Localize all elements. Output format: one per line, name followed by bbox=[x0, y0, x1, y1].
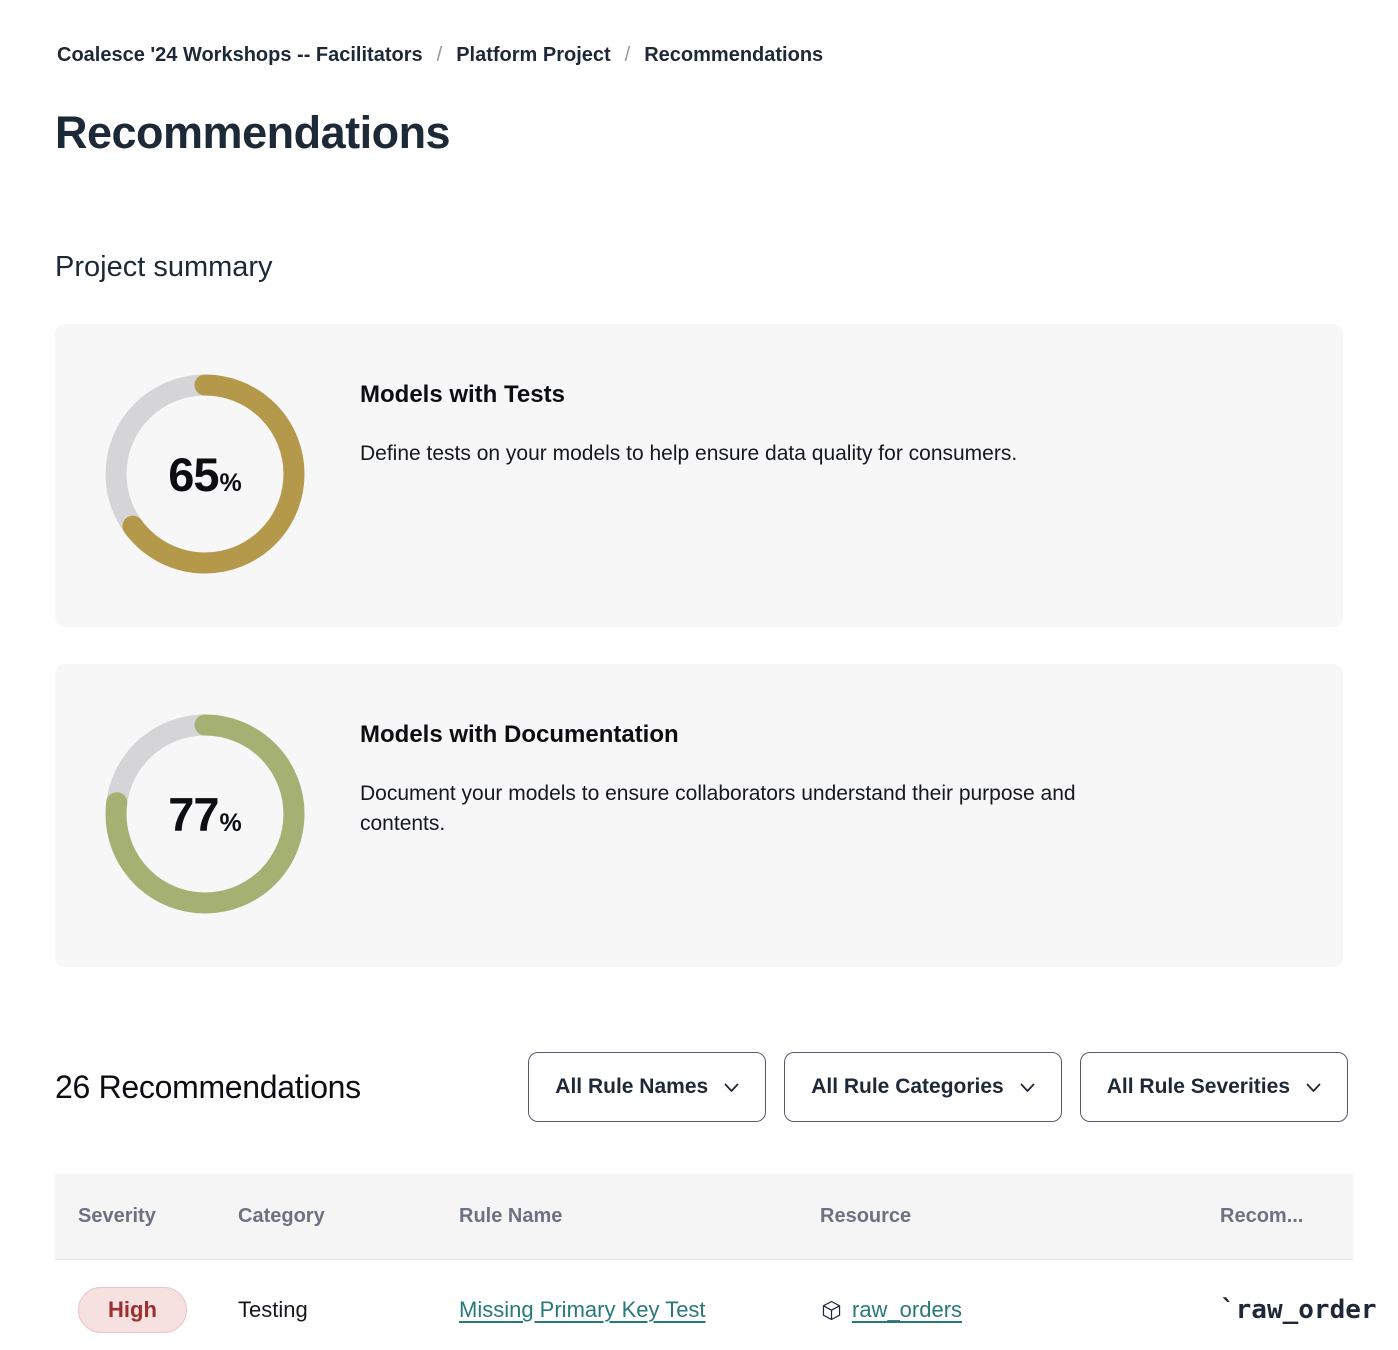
column-header-severity: Severity bbox=[78, 1205, 156, 1227]
documentation-donut-chart bbox=[105, 714, 305, 914]
chevron-down-icon bbox=[1020, 1083, 1035, 1093]
card-text bbox=[360, 381, 1017, 469]
resource-link[interactable]: raw_orders bbox=[852, 1297, 963, 1322]
rule-name-cell bbox=[436, 1297, 797, 1323]
column-header-rule-name: Rule Name bbox=[459, 1205, 563, 1227]
category-cell: Testing bbox=[238, 1297, 308, 1322]
card-description: Document your models to ensure collaborators understand their purpose and contents. bbox=[360, 782, 1076, 835]
breadcrumb bbox=[55, 44, 1343, 67]
recommendations-table bbox=[55, 1174, 1377, 1350]
column-header-recommendation: Recom... bbox=[1220, 1205, 1304, 1227]
recommendations-toolbar bbox=[55, 1052, 1348, 1122]
chevron-down-icon bbox=[724, 1083, 739, 1093]
table-row bbox=[55, 1260, 1377, 1350]
column-header-resource: Resource bbox=[820, 1205, 912, 1227]
filter-rule-severities-dropdown[interactable] bbox=[1080, 1052, 1348, 1122]
model-cube-icon bbox=[820, 1299, 843, 1322]
tests-donut-chart bbox=[105, 374, 305, 574]
summary-card-models-with-documentation bbox=[55, 664, 1343, 967]
breadcrumb-item-account[interactable]: Coalesce '24 Workshops -- Facilitators bbox=[57, 44, 423, 66]
recommendation-code: `raw_order bbox=[1220, 1295, 1377, 1325]
filter-label: All Rule Names bbox=[555, 1075, 709, 1098]
donut-percent-label bbox=[105, 374, 305, 574]
breadcrumb-separator: / bbox=[436, 44, 443, 66]
filter-label: All Rule Severities bbox=[1106, 1075, 1290, 1098]
card-title: Models with Tests bbox=[360, 381, 565, 408]
percent-sign: % bbox=[219, 808, 242, 837]
filter-rule-names-dropdown[interactable] bbox=[528, 1052, 766, 1122]
filter-label: All Rule Categories bbox=[811, 1075, 1004, 1098]
summary-card-models-with-tests bbox=[55, 324, 1343, 627]
recommendation-cell bbox=[1197, 1295, 1377, 1325]
filter-rule-categories-dropdown[interactable] bbox=[784, 1052, 1062, 1122]
project-summary-heading: Project summary bbox=[55, 251, 273, 283]
card-title: Models with Documentation bbox=[360, 721, 679, 748]
breadcrumb-item-project[interactable]: Platform Project bbox=[456, 44, 611, 66]
breadcrumb-separator: / bbox=[624, 44, 631, 66]
percent-value: 65 bbox=[168, 447, 219, 501]
chevron-down-icon bbox=[1306, 1083, 1321, 1093]
table-header-row bbox=[55, 1174, 1353, 1260]
severity-badge-high: High bbox=[78, 1287, 187, 1333]
percent-sign: % bbox=[219, 468, 242, 497]
percent-value: 77 bbox=[168, 787, 219, 841]
rule-name-link[interactable]: Missing Primary Key Test bbox=[459, 1297, 706, 1322]
page-title: Recommendations bbox=[55, 107, 451, 158]
card-description: Define tests on your models to help ensure data quality for consumers. bbox=[360, 442, 1018, 465]
resource-cell bbox=[797, 1297, 1197, 1323]
column-header-category: Category bbox=[238, 1205, 325, 1227]
card-text bbox=[360, 721, 1160, 839]
recommendations-count: 26 Recommendations bbox=[55, 1068, 361, 1105]
severity-cell bbox=[55, 1287, 215, 1333]
donut-percent-label bbox=[105, 714, 305, 914]
breadcrumb-item-current: Recommendations bbox=[644, 44, 824, 66]
